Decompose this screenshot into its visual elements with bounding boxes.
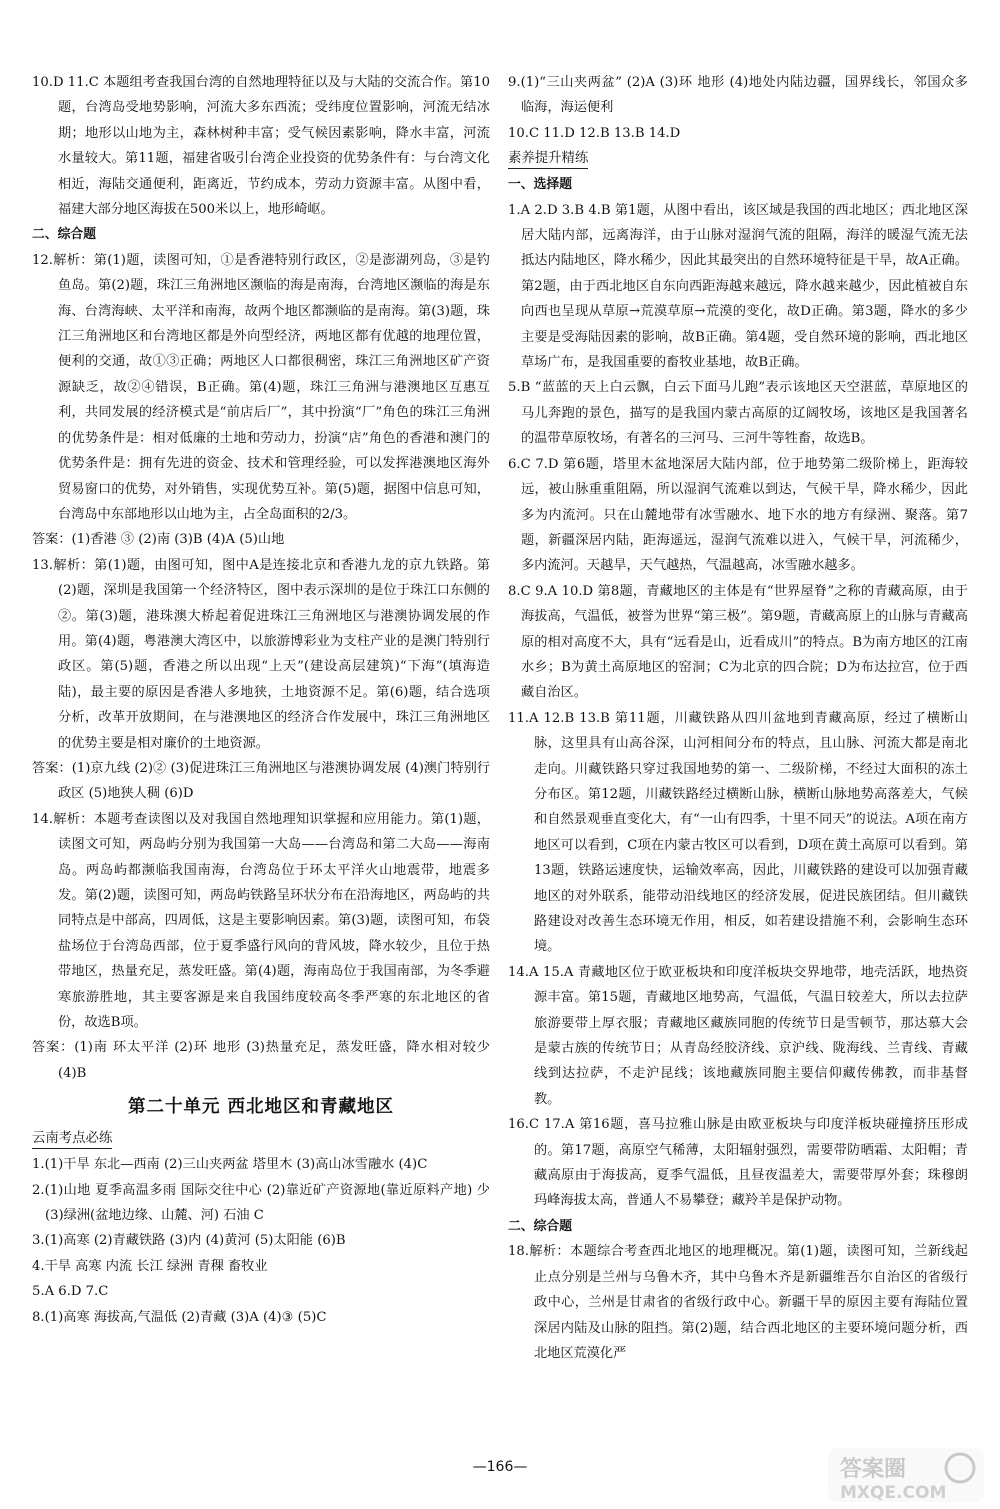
answer-13: 答案：(1)京九线 (2)② (3)促进珠江三角洲地区与港澳协调发展 (4)澳门特别行政区 (5)地狭人稠 (6)D bbox=[32, 760, 490, 802]
answer-k2: 2.(1)山地 夏季高温多雨 国际交往中心 (2)靠近矿产资源地(靠近原料产地) 少 (3)绿洲(盆地边缘、山麓、河) 石油 C bbox=[32, 1182, 490, 1224]
answer-k8: 8.(1)高寒 海拔高,气温低 (2)青藏 (3)A (4)③ (5)C bbox=[32, 1309, 327, 1325]
section-heading-comprehensive: 二、综合题 bbox=[32, 227, 96, 243]
right-column bbox=[508, 70, 968, 1366]
answer-16-17: 16.C 17.A 第16题，喜马拉雅山脉是由欧亚板块与印度洋板块碰撞挤压形成的。第17题，高原空气稀薄，太阳辐射强烈，需要带防晒霜、太阳帽；青藏高原由于海拔高，夏季气温低，且昼夜温差大，需要带厚外套；珠穆朗玛峰海拔太高，普通人不易攀登；藏羚羊是保护动物。 bbox=[508, 1117, 968, 1209]
subsection-yunnan-practice: 云南考点必练 bbox=[32, 1130, 112, 1149]
section-heading-choice: 一、选择题 bbox=[508, 177, 572, 193]
page-number: —166— bbox=[472, 1459, 528, 1475]
answer-11-13: 11.A 12.B 13.B 第11题，川藏铁路从四川盆地到青藏高原，经过了横断山脉，这里具有山高谷深，山河相间分布的特点，且山脉、河流大都是南北走向。川藏铁路只穿过我国地势的第一、二级阶梯，不经过大面积的冻土分布区。第12题，川藏铁路经过横断山脉，横断山脉地势高落差大，气候和自然景观垂直变化大，有“一山有四季，十里不同天”的说法。A项在南方地区可以看到，C项在内蒙古牧区可以看到，D项在黄土高原可以看到。第13题，铁路运速度快，运输效率高，因此，川藏铁路的建设可以加强青藏地区的对外联系，能带动沿线地区的经济发展，促进民族团结。但川藏铁路建设对改善生态环境无作用，相反，如若建设措施不利，会影响生态环境。 bbox=[508, 710, 968, 955]
analysis-12: 12.解析：第(1)题，读图可知，①是香港特别行政区，②是澎湖列岛，③是钓鱼岛。第(2)题，珠江三角洲地区濒临的海是南海，台湾地区濒临的海是东海、台湾海峡、太平洋和南海，故两个地区都濒临的是南海。第(3)题，珠江三角洲地区和台湾地区都是外向型经济，两地区都有优越的地理位置，便利的交通，故①③正确；两地区人口都很稠密，珠江三角洲地区矿产资源缺乏，故②④错误，B正确。第(4)题，珠江三角洲与港澳地区互惠互利，共同发展的经济模式是“前店后厂”，其中扮演“厂”角色的珠江三角洲的优势条件是：相对低廉的土地和劳动力，扮演“店”角色的香港和澳门的优势条件是：拥有先进的资金、技术和管理经验，可以发挥港澳地区海外贸易窗口的优势，对外销售，实现优势互补。第(5)题，据图中信息可知，台湾岛中东部地形以山地为主，占全岛面积的2/3。 bbox=[32, 252, 490, 522]
answer-12: 答案：(1)香港 ③ (2)南 (3)B (4)A (5)山地 bbox=[32, 532, 285, 548]
answer-k1: 1.(1)干旱 东北—西南 (2)三山夹两盆 塔里木 (3)高山冰雪融水 (4)C bbox=[32, 1157, 428, 1173]
svg-text:答案圈: 答案圈 bbox=[840, 1457, 907, 1482]
answer-k4: 4.干旱 高寒 内流 长江 绿洲 青稞 畜牧业 bbox=[32, 1258, 268, 1274]
answer-8-10: 8.C 9.A 10.D 第8题，青藏地区的主体是有“世界屋脊”之称的青藏高原，由于海拔高，气温低，被誉为世界“第三极”。第9题，青藏高原上的山脉与青藏高原的相对高度不大，具有“远看是山，近看成川”的特点。B为南方地区的江南水乡；B为黄土高原地区的窑洞；C为北京的四合院；D为布达拉宫，位于西藏自治区。 bbox=[508, 583, 968, 701]
section-heading-comprehensive-2: 二、综合题 bbox=[508, 1218, 572, 1234]
analysis-14: 14.解析：本题考查读图以及对我国自然地理知识掌握和应用能力。第(1)题，读图文可知，两岛屿分别为我国第一大岛——台湾岛和第二大岛——海南岛。两岛屿都濒临我国南海，台湾岛位于环太平洋火山地震带，地震多发。第(2)题，读图可知，两岛屿铁路呈环状分布在沿海地区，两岛屿的共同特点是中部高，四周低，这是主要影响因素。第(3)题，读图可知，布袋盐场位于台湾岛西部，位于夏季盛行风向的背风坡，降水较少，且位于热带地区，热量充足，蒸发旺盛。第(4)题，海南岛位于我国南部，为冬季避寒旅游胜地，其主要客源是来自我国纬度较高冬季严寒的东北地区的省份，故选B项。 bbox=[32, 811, 490, 1031]
answer-5: 5.B “蓝蓝的天上白云飘，白云下面马儿跑”表示该地区天空湛蓝，草原地区的马儿奔跑的景色，描写的是我国内蒙古高原的辽阔牧场，该地区是我国著名的温带草原牧场，有著名的三河马、三河牛等牲畜，故选B。 bbox=[508, 380, 968, 447]
watermark-logo bbox=[826, 1446, 986, 1504]
answer-k5: 5.A 6.D 7.C bbox=[32, 1284, 109, 1300]
answer-14-15: 14.A 15.A 青藏地区位于欧亚板块和印度洋板块交界地带，地壳活跃，地热资源丰富。第15题，青藏地区地势高，气温低，气温日较差大，所以去拉萨旅游要带上厚衣服；青藏地区藏族同胞的传统节日是雪顿节，那达慕大会是蒙古族的传统节日；从青岛经胶济线、京沪线、陇海线、兰青线、青藏线到达拉萨，不走沪昆线；该地藏族同胞主要信仰藏传佛教，而非基督教。 bbox=[508, 964, 968, 1107]
answer-10-11: 10.D 11.C 本题组考查我国台湾的自然地理特征以及与大陆的交流合作。第10题，台湾岛受地势影响，河流大多东西流；受纬度位置影响，河流无结冰期；地形以山地为主，森林树种丰富；受气候因素影响，降水丰富，河流水量较大。第11题，福建省吸引台湾企业投资的优势条件有：与台湾文化相近，海陆交通便利，距离近，节约成本，劳动力资源丰富。从图中看，福建大部分地区海拔在500米以上，地形崎岖。 bbox=[32, 75, 490, 218]
answer-6-7: 6.C 7.D 第6题，塔里木盆地深居大陆内部，位于地势第二级阶梯上，距海较远，被山脉重重阻隔，所以湿润气流难以到达，气候干旱，降水稀少，因此多为内流河。只在山麓地带有冰雪融水、地下水的地方有绿洲、聚落。第7题，新疆深居内陆，距海遥远，湿润气流难以进入，气候干旱，河流稀少，多内流河。天越旱，天气越热，气温越高，冰雪融水越多。 bbox=[508, 456, 968, 574]
svg-text:MXQE.COM: MXQE.COM bbox=[840, 1483, 947, 1503]
unit-title: 第二十单元 西北地区和青藏地区 bbox=[127, 1097, 395, 1118]
subsection-literacy: 素养提升精练 bbox=[508, 150, 588, 169]
analysis-13: 13.解析：第(1)题，由图可知，图中A是连接北京和香港九龙的京九铁路。第(2)题，深圳是我国第一个经济特区，图中表示深圳的是位于珠江口东侧的②。第(3)题，港珠澳大桥起着促进珠江三角洲地区与港澳协调发展的作用。第(4)题，粤港澳大湾区中，以旅游博彩业为支柱产业的是澳门特别行政区。第(5)题，香港之所以出现“上天”(建设高层建筑)“下海”(填海造陆)，最主要的原因是香港人多地狭，土地资源不足。第(6)题，结合选项分析，改革开放期间，在与港澳地区的经济合作发展中，珠江三角洲地区的优势主要是相对廉价的土地资源。 bbox=[32, 557, 490, 751]
answer-14: 答案：(1)南 环太平洋 (2)环 地形 (3)热量充足，蒸发旺盛，降水相对较少 (4)B bbox=[32, 1040, 490, 1081]
answer-k3: 3.(1)高寒 (2)青藏铁路 (3)内 (4)黄河 (5)太阳能 (6)B bbox=[32, 1233, 346, 1249]
left-column bbox=[32, 70, 490, 1330]
answer-1-4: 1.A 2.D 3.B 4.B 第1题，从图中看出，该区域是我国的西北地区；西北地区深居大陆内部，远离海洋，由于山脉对湿润气流的阻隔，海洋的暖湿气流无法抵达内陆地区，降水稀少，因此其最突出的自然环境特征是干旱，故A正确。第2题，由于西北地区自东向西距海越来越远，降水越来越少，因此植被自东向西也呈现从草原→荒漠草原→荒漠的变化，故D正确。第3题，降水的多少主要是受海陆因素的影响，故B正确。第4题，受自然环境的影响，西北地区草场广布，是我国重要的畜牧业基地，故B正确。 bbox=[508, 202, 968, 371]
answer-10-14: 10.C 11.D 12.B 13.B 14.D bbox=[508, 125, 681, 141]
answer-9: 9.(1)“三山夹两盆” (2)A (3)环 地形 (4)地处内陆边疆，国界线长，邻国众多 临海，海运便利 bbox=[508, 75, 968, 116]
analysis-18: 18.解析：本题综合考查西北地区的地理概况。第(1)题，读图可知，兰新线起止点分别是兰州与乌鲁木齐，其中乌鲁木齐是新疆维吾尔自治区的省级行政中心，兰州是甘肃省的省级行政中心。新疆干旱的原因主要有海陆位置深居内陆及山脉的阻挡。第(2)题，结合西北地区的主要环境问题分析，西北地区荒漠化严 bbox=[508, 1244, 968, 1361]
